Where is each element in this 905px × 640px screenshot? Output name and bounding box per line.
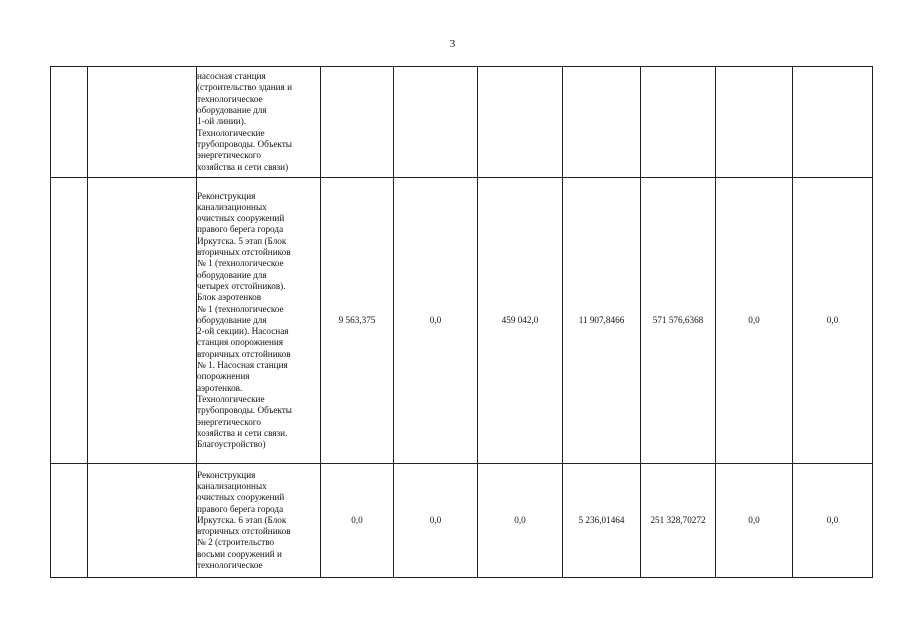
object-name-cell (88, 178, 197, 464)
description-line: № 2 (строительство (197, 537, 275, 548)
description-cell (197, 464, 321, 578)
table-row (51, 464, 873, 578)
description-line: № 1. Насосная станция (197, 360, 288, 371)
description-line: трубопроводы. Объекты (197, 405, 292, 416)
description-line: Технологические (197, 393, 265, 404)
description-line: технологическое (197, 93, 263, 104)
value-cell-3: 0,0 (478, 464, 563, 578)
value-cell-6: 0,0 (716, 464, 793, 578)
budget-table (50, 66, 873, 578)
description-line: вторичных отстойников (197, 348, 291, 359)
description-line: трубопроводы. Объекты (197, 138, 292, 149)
value-cell-1 (321, 67, 394, 178)
description-line: восьми сооружений и (197, 548, 282, 559)
value-cell-7: 0,0 (793, 178, 873, 464)
description-line: № 1 (технологическое (197, 258, 284, 269)
description-line: оборудование для (197, 269, 267, 280)
description-line: станция опорожнения (197, 337, 284, 348)
value-cell-2: 0,0 (394, 464, 478, 578)
value-cell-5: 571 576,6368 (641, 178, 716, 464)
description-cell (197, 67, 321, 178)
description-line: Иркутска. 6 этап (Блок (197, 514, 287, 525)
table-body (51, 67, 873, 578)
description-line: энергетического (197, 150, 261, 161)
description-line: энергетического (197, 416, 261, 427)
value-cell-7 (793, 67, 873, 178)
description-line: Технологические (197, 127, 265, 138)
description-line: хозяйства и сети связи) (197, 161, 289, 172)
value-cell-4: 11 907,8466 (563, 178, 641, 464)
table-row (51, 178, 873, 464)
description-line: хозяйства и сети связи. (197, 427, 288, 438)
table-row (51, 67, 873, 178)
description-line: насосная станция (197, 71, 266, 82)
row-number-cell (51, 464, 88, 578)
value-cell-4: 5 236,01464 (563, 464, 641, 578)
description-line: вторичных отстойников (197, 247, 291, 258)
description-cell (197, 178, 321, 464)
description-line: четырех отстойников). (197, 280, 286, 291)
description-line: аэротенков. (197, 382, 243, 393)
description-line: канализационных (197, 201, 267, 212)
value-cell-1: 0,0 (321, 464, 394, 578)
value-cell-5 (641, 67, 716, 178)
row-number-cell (51, 67, 88, 178)
value-cell-4 (563, 67, 641, 178)
description-line: очистных сооружений (197, 492, 285, 503)
row-number-cell (51, 178, 88, 464)
value-cell-6 (716, 67, 793, 178)
description-line: правого берега города (197, 224, 284, 235)
value-cell-1: 9 563,375 (321, 178, 394, 464)
value-cell-3 (478, 67, 563, 178)
description-line: (строительство здания и (197, 82, 292, 93)
object-name-cell (88, 464, 197, 578)
description-line: опорожнения (197, 371, 250, 382)
value-cell-5: 251 328,70272 (641, 464, 716, 578)
description-line: Благоустройство) (197, 439, 266, 450)
description-line: Реконструкция (197, 190, 256, 201)
description-line: 1-ой линии). (197, 116, 247, 127)
value-cell-2 (394, 67, 478, 178)
object-name-cell (88, 67, 197, 178)
description-line: правого берега города (197, 503, 284, 514)
description-line: технологическое (197, 560, 263, 571)
value-cell-2: 0,0 (394, 178, 478, 464)
description-line: канализационных (197, 480, 267, 491)
description-line: очистных сооружений (197, 213, 285, 224)
description-line: Иркутска. 5 этап (Блок (197, 235, 287, 246)
description-line: № 1 (технологическое (197, 303, 284, 314)
description-line: оборудование для (197, 105, 267, 116)
page-number: 3 (449, 38, 456, 50)
description-line: Блок аэротенков (197, 292, 262, 303)
value-cell-7: 0,0 (793, 464, 873, 578)
value-cell-3: 459 042,0 (478, 178, 563, 464)
description-line: 2-ой секции). Насосная (197, 326, 289, 337)
description-line: оборудование для (197, 314, 267, 325)
description-line: вторичных отстойников (197, 526, 291, 537)
description-line: Реконструкция (197, 469, 256, 480)
value-cell-6: 0,0 (716, 178, 793, 464)
